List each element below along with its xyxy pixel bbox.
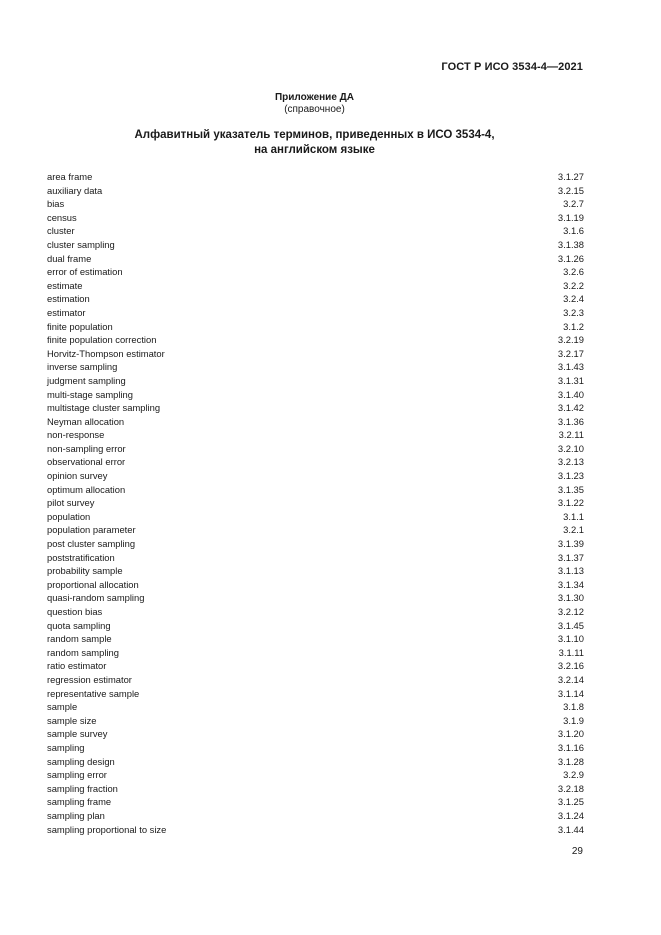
index-reference: 3.1.43 <box>557 361 584 373</box>
index-term: sample size <box>47 714 97 726</box>
index-reference: 3.1.37 <box>557 551 584 563</box>
index-term: finite population correction <box>47 334 157 346</box>
index-reference: 3.1.9 <box>563 714 584 726</box>
index-entry <box>47 401 584 415</box>
index-reference: 3.2.6 <box>563 266 584 278</box>
index-entry <box>47 714 584 728</box>
index-term: sampling design <box>47 755 115 767</box>
index-reference: 3.1.14 <box>557 687 584 699</box>
index-term: probability sample <box>47 565 123 577</box>
index-reference: 3.2.18 <box>557 782 584 794</box>
index-entry <box>47 523 584 537</box>
index-term: inverse sampling <box>47 361 118 373</box>
index-entry <box>47 768 584 782</box>
index-reference: 3.1.39 <box>557 538 584 550</box>
index-reference: 3.1.35 <box>557 483 584 495</box>
index-reference: 3.1.27 <box>557 171 584 182</box>
index-reference: 3.1.22 <box>557 497 584 509</box>
index-title-line-1: Алфавитный указатель терминов, приведенных в ИСО 3534-4, <box>134 129 495 141</box>
index-reference: 3.2.17 <box>557 347 584 359</box>
index-reference: 3.2.1 <box>563 524 584 536</box>
index-entry <box>47 823 584 837</box>
index-term: error of estimation <box>47 266 123 278</box>
index-term: sampling proportional to size <box>47 823 167 835</box>
index-term: sampling fraction <box>47 782 118 794</box>
index-entry <box>47 619 584 633</box>
index-entry <box>47 279 584 293</box>
index-entry <box>47 646 584 660</box>
index-reference: 3.1.44 <box>557 823 584 835</box>
index-entry <box>47 632 584 646</box>
index-entry <box>47 483 584 497</box>
index-reference: 3.1.20 <box>557 728 584 740</box>
index-term: estimate <box>47 279 83 291</box>
index-reference: 3.1.45 <box>557 619 584 631</box>
index-reference: 3.1.6 <box>563 225 584 237</box>
index-reference: 3.1.26 <box>557 252 584 264</box>
index-entry <box>47 360 584 374</box>
term-index-list <box>47 170 584 836</box>
index-reference: 3.2.2 <box>563 279 584 291</box>
index-term: sample survey <box>47 728 108 740</box>
index-term: random sampling <box>47 646 119 658</box>
index-term: post cluster sampling <box>47 538 136 550</box>
index-entry <box>47 374 584 388</box>
index-entry <box>47 755 584 769</box>
index-reference: 3.2.15 <box>557 184 584 196</box>
index-entry <box>47 292 584 306</box>
index-reference: 3.2.12 <box>557 606 584 617</box>
index-reference: 3.2.9 <box>563 769 584 781</box>
index-entry <box>47 687 584 701</box>
index-term: random sample <box>47 633 112 645</box>
index-entry <box>47 578 584 592</box>
index-entry <box>47 238 584 252</box>
index-entry <box>47 537 584 551</box>
index-reference: 3.2.4 <box>563 293 584 305</box>
annex-subtitle: (справочное) <box>284 104 345 115</box>
index-entry <box>47 197 584 211</box>
index-entry <box>47 659 584 673</box>
index-reference: 3.1.8 <box>563 701 584 713</box>
index-reference: 3.1.24 <box>557 809 584 821</box>
index-entry <box>47 347 584 361</box>
index-reference: 3.1.11 <box>558 646 584 658</box>
index-entry <box>47 673 584 687</box>
index-entry <box>47 442 584 456</box>
index-term: auxiliary data <box>47 184 103 196</box>
index-term: finite population <box>47 320 113 332</box>
index-term: opinion survey <box>47 470 108 482</box>
index-term: population parameter <box>47 524 136 536</box>
index-reference: 3.2.19 <box>557 334 584 346</box>
page-number: 29 <box>571 846 583 857</box>
index-entry <box>47 591 584 605</box>
index-reference: 3.1.1 <box>563 510 584 522</box>
index-entry <box>47 211 584 225</box>
index-term: multi-stage sampling <box>47 388 133 400</box>
index-term: question bias <box>47 606 103 617</box>
index-entry <box>47 170 584 184</box>
index-reference: 3.1.25 <box>557 796 584 808</box>
index-entry <box>47 564 584 578</box>
index-term: multistage cluster sampling <box>47 402 161 414</box>
index-term: judgment sampling <box>47 374 126 386</box>
index-term: population <box>47 510 91 522</box>
index-term: Neyman allocation <box>47 415 125 427</box>
index-reference: 3.2.13 <box>557 456 584 468</box>
index-entry <box>47 252 584 266</box>
index-entry <box>47 727 584 741</box>
index-term: sampling error <box>47 769 107 781</box>
index-entry <box>47 265 584 279</box>
index-term: non-sampling error <box>47 442 126 454</box>
index-entry <box>47 782 584 796</box>
index-entry <box>47 428 584 442</box>
index-reference: 3.2.7 <box>563 198 584 210</box>
index-term: sampling frame <box>47 796 112 808</box>
index-reference: 3.1.42 <box>557 402 584 414</box>
index-term: cluster sampling <box>47 238 115 250</box>
index-title <box>0 128 629 158</box>
index-term: proportional allocation <box>47 578 139 590</box>
index-reference: 3.1.28 <box>557 755 584 767</box>
index-entry <box>47 469 584 483</box>
index-term: observational error <box>47 456 126 468</box>
index-entry <box>47 320 584 334</box>
index-entry <box>47 605 584 619</box>
index-term: sampling <box>47 741 85 753</box>
index-term: poststratification <box>47 551 115 563</box>
index-term: sampling plan <box>47 809 105 821</box>
index-term: estimation <box>47 293 90 305</box>
index-term: cluster <box>47 225 75 237</box>
index-term: dual frame <box>47 252 92 264</box>
index-term: ratio estimator <box>47 660 107 672</box>
index-entry <box>47 510 584 524</box>
index-term: quota sampling <box>47 619 111 631</box>
index-reference: 3.1.38 <box>557 238 584 250</box>
annex-heading <box>0 92 629 116</box>
index-reference: 3.2.14 <box>557 673 584 685</box>
index-term: estimator <box>47 306 86 318</box>
index-entry <box>47 224 584 238</box>
index-entry <box>47 700 584 714</box>
index-term: non-response <box>47 429 105 441</box>
annex-title: Приложение ДА <box>274 92 355 103</box>
index-reference: 3.1.2 <box>563 320 584 332</box>
index-reference: 3.1.36 <box>557 415 584 427</box>
index-term: quasi-random sampling <box>47 592 145 604</box>
index-entry <box>47 333 584 347</box>
index-term: bias <box>47 198 65 210</box>
index-entry <box>47 809 584 823</box>
index-entry <box>47 415 584 429</box>
index-term: representative sample <box>47 687 140 699</box>
index-entry <box>47 496 584 510</box>
index-entry <box>47 551 584 565</box>
index-reference: 3.2.3 <box>563 306 584 318</box>
index-term: optimum allocation <box>47 483 126 495</box>
index-reference: 3.2.16 <box>557 660 584 672</box>
index-reference: 3.1.23 <box>557 470 584 482</box>
index-term: area frame <box>47 171 93 182</box>
index-entry <box>47 455 584 469</box>
index-reference: 3.1.40 <box>557 388 584 400</box>
index-reference: 3.1.34 <box>557 578 584 590</box>
index-title-line-2: на английском языке <box>254 144 375 156</box>
index-reference: 3.2.10 <box>557 442 584 454</box>
index-reference: 3.1.13 <box>557 565 584 577</box>
index-entry <box>47 741 584 755</box>
index-term: Horvitz-Thompson estimator <box>47 347 165 359</box>
index-reference: 3.2.11 <box>558 429 584 441</box>
index-term: census <box>47 211 77 223</box>
index-reference: 3.1.19 <box>557 211 584 223</box>
index-entry <box>47 795 584 809</box>
index-entry <box>47 306 584 320</box>
index-reference: 3.1.31 <box>557 374 584 386</box>
index-term: pilot survey <box>47 497 95 509</box>
index-reference: 3.1.30 <box>557 592 584 604</box>
standard-id-header: ГОСТ Р ИСО 3534-4—2021 <box>441 61 583 73</box>
index-term: regression estimator <box>47 673 132 685</box>
index-entry <box>47 388 584 402</box>
index-reference: 3.1.16 <box>557 741 584 753</box>
index-term: sample <box>47 701 78 713</box>
index-reference: 3.1.10 <box>557 633 584 645</box>
index-entry <box>47 184 584 198</box>
